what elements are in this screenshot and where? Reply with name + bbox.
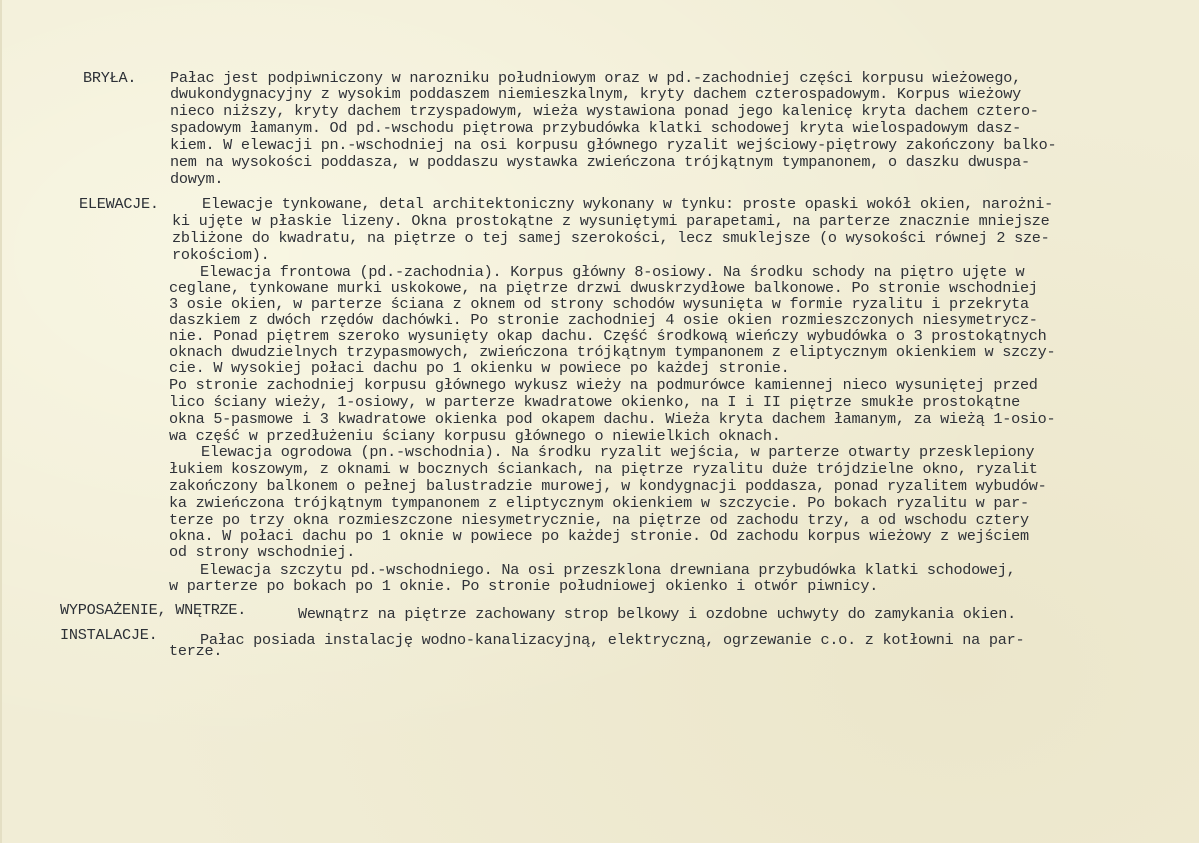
section-label-instalacje: INSTALACJE. <box>60 626 158 644</box>
text-line: nieco niższy, kryty dachem trzyspadowym, wieża wystawiona ponad jego kalenicę kryta dachem cztero- <box>170 102 1039 120</box>
text-line: Elewacje tynkowane, detal architektoniczny wykonany w tynku: proste opaski wokół okien, narożni- <box>202 195 1053 213</box>
text-line: Elewacja szczytu pd.-wschodniego. Na osi przeszklona drewniana przybudówka klatki schodowej, <box>200 561 1016 579</box>
text-line: terze. <box>169 642 223 660</box>
text-line: Pałac jest podpiwniczony w narozniku południowym oraz w pd.-zachodniej części korpusu wieżowego, <box>170 69 1021 87</box>
text-line: Wewnątrz na piętrze zachowany strop belkowy i ozdobne uchwyty do zamykania okien. <box>298 605 1016 623</box>
text-line: Elewacja frontowa (pd.-zachodnia). Korpus główny 8-osiowy. Na środku schody na piętro ujęte w <box>200 263 1025 281</box>
text-line: nem na wysokości poddasza, w poddaszu wystawka zwieńczona trójkątnym tympanonem, o daszku dwuspa- <box>170 153 1030 171</box>
text-line: Elewacja ogrodowa (pn.-wschodnia). Na środku ryzalit wejścia, w parterze otwarty przesklepiony <box>201 443 1035 461</box>
text-line: okna. W połaci dachu po 1 oknie w powiece po każdej stronie. Od zachodu korpus wieżowy z wejściem <box>169 527 1029 545</box>
text-line: od strony wschodniej. <box>169 543 356 561</box>
text-line: ki ujęte w płaskie lizeny. Okna prostokątne z wysuniętymi parapetami, na parterze znacznie mniejsze <box>172 212 1050 230</box>
text-line: okna 5-pasmowe i 3 kwadratowe okienka pod okapem dachu. Wieża kryta dachem łamanym, za wieżą 1-osio- <box>169 410 1056 428</box>
text-line: 3 osie okien, w parterze ściana z oknem od strony schodów wysunięta w formie ryzalitu i przekryta <box>169 295 1029 313</box>
text-line: Pałac posiada instalację wodno-kanalizacyjną, elektryczną, ogrzewanie c.o. z kotłowni na par- <box>200 631 1025 649</box>
text-line: ka zwieńczona trójkątnym tympanonem z eliptycznym okienkiem w szczycie. Po bokach ryzalitu w par- <box>169 494 1029 512</box>
text-line: terze po trzy okna rozmieszczone niesymetrycznie, na piętrze od zachodu trzy, a od wschodu cztery <box>169 511 1029 529</box>
text-line: nie. Ponad piętrem szeroko wysunięty okap dachu. Część środkową wieńczy wybudówka o 3 prostokątnych <box>169 327 1047 345</box>
text-line: daszkiem z dwóch rzędów dachówki. Po stronie zachodniej 4 osie okien rozmieszczonych niesymetrycz- <box>169 311 1038 329</box>
text-line: Po stronie zachodniej korpusu głównego wykusz wieży na podmurówce kamiennej nieco wysuniętej przed <box>169 376 1038 394</box>
text-line: dwukondygnacyjny z wysokim poddaszem niemieszkalnym, kryty dachem czterospadowym. Korpus wieżowy <box>170 85 1021 103</box>
text-line: łukiem koszowym, z oknami w bocznych ściankach, na piętrze ryzalitu duże trójdzielne okno, ryzalit <box>169 460 1038 478</box>
text-line: kiem. W elewacji pn.-wschodniej na osi korpusu głównego ryzalit wejściowy-piętrowy zakończony balko- <box>170 136 1057 154</box>
text-line: zbliżone do kwadratu, na piętrze o tej samej szerokości, lecz smuklejsze (o wysokości równej 2 sze- <box>172 229 1050 247</box>
text-line: wa część w przedłużeniu ściany korpusu głównego o niewielkich oknach. <box>169 427 781 445</box>
text-line: spadowym łamanym. Od pd.-wschodu piętrowa przybudówka klatki schodowej kryta wielospadowym dasz- <box>170 119 1021 137</box>
text-line: dowym. <box>170 170 224 188</box>
section-label-elewacje: ELEWACJE. <box>79 195 159 213</box>
text-line: w parterze po bokach po 1 oknie. Po stronie południowej okienko i otwór piwnicy. <box>169 577 879 595</box>
section-label-bryla: BRYŁA. <box>83 69 137 87</box>
text-line: ceglane, tynkowane murki uskokowe, na piętrze drzwi dwuskrzydłowe balkonowe. Po stronie wschodniej <box>169 279 1038 297</box>
section-label-wyposazenie: WYPOSAŻENIE, WNĘTRZE. <box>60 601 247 619</box>
text-line: cie. W wysokiej połaci dachu po 1 okienku w powiece po każdej stronie. <box>169 359 790 377</box>
text-line: oknach dwudzielnych trzypasmowych, zwieńczona trójkątnym tympanonem z eliptycznym okienkiem w szczy- <box>169 343 1056 361</box>
text-line: lico ściany wieży, 1-osiowy, w parterze kwadratowe okienko, na I i II piętrze smukłe prostokątne <box>169 393 1020 411</box>
text-line: rokościom). <box>172 246 270 264</box>
text-line: zakończony balkonem o pełnej balustradzie murowej, w kondygnacji poddasza, ponad ryzalitem wybudów- <box>169 477 1047 495</box>
